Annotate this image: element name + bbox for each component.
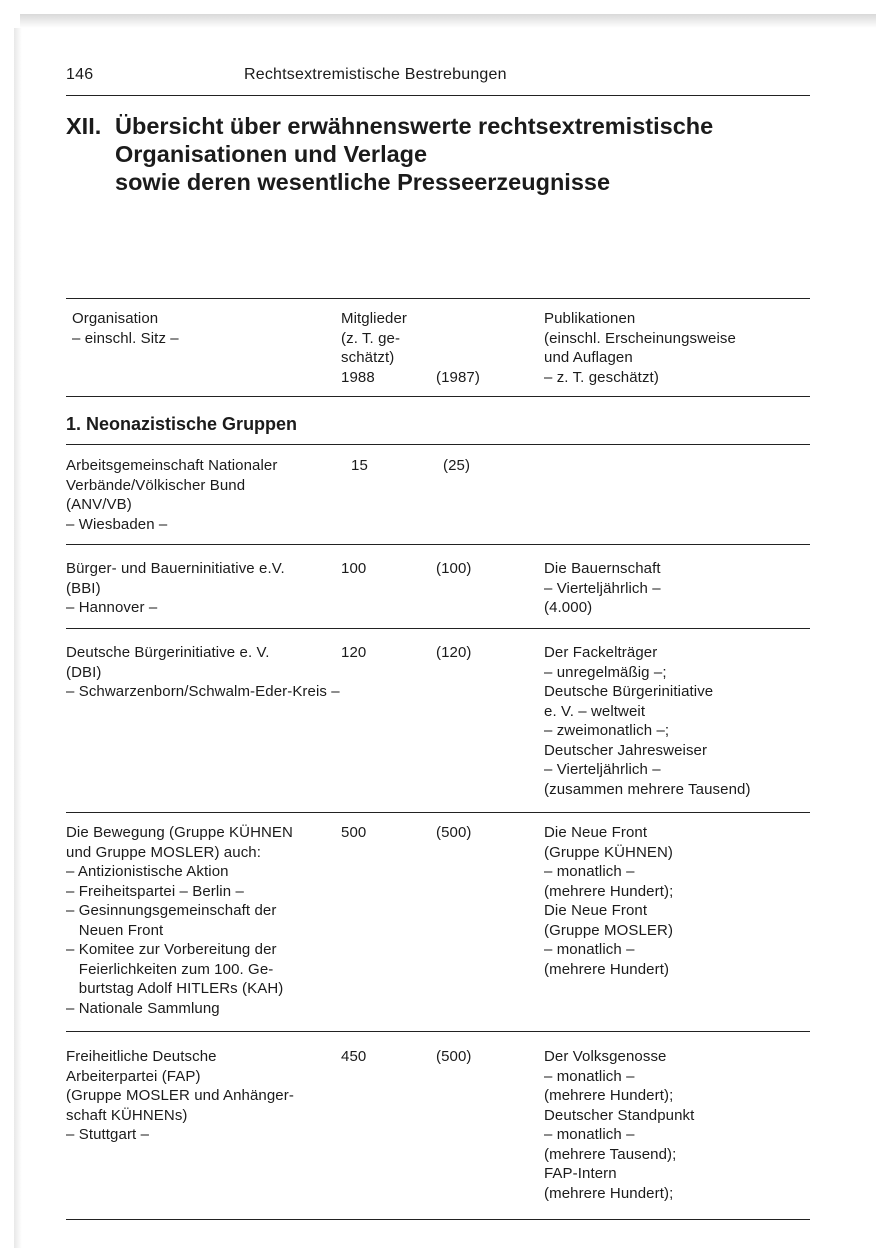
row-organisation: Arbeitsgemeinschaft Nationaler Verbände/Völkischer Bund (ANV/VB) – Wiesbaden – xyxy=(66,457,278,533)
row-rule xyxy=(66,1031,810,1032)
title-line-1: Übersicht über erwähnenswerte rechtsextremistische xyxy=(115,113,714,139)
title-line-3: sowie deren wesentliche Presseerzeugnisse xyxy=(115,169,611,195)
header-rule xyxy=(66,95,810,96)
table-bottom-rule xyxy=(66,1219,810,1220)
row-members-1987: (500) xyxy=(436,1048,472,1065)
running-title: Rechtsextremistische Bestrebungen xyxy=(244,66,507,83)
row-members-1988: 450 xyxy=(341,1048,367,1065)
header-members-1988: Mitglieder (z. T. ge- schätzt) 1988 xyxy=(341,310,408,386)
row-rule xyxy=(66,544,810,545)
header-publications: Publikationen (einschl. Erscheinungsweise und Auflagen – z. T. geschätzt) xyxy=(544,310,736,386)
row-members-1987: (100) xyxy=(436,560,472,577)
row-organisation: Deutsche Bürgerinitiative e. V. (DBI) – Schwarzenborn/Schwalm-Eder-Kreis – xyxy=(66,644,340,700)
table-top-rule xyxy=(66,298,810,299)
row-members-1988: 100 xyxy=(341,560,367,577)
chapter-number: XII. xyxy=(66,113,102,139)
row-rule xyxy=(66,628,810,629)
row-members-1988: 500 xyxy=(341,824,367,841)
row-members-1987: (500) xyxy=(436,824,472,841)
row-publications: Die Neue Front (Gruppe KÜHNEN) – monatlich – (mehrere Hundert); Die Neue Front (Gruppe MOSLER) – monatlich – (mehrere Hundert) xyxy=(544,824,674,978)
header-members-1987: (1987) xyxy=(436,369,480,386)
row-members-1988: 120 xyxy=(341,644,367,661)
row-members-1988: 15 xyxy=(351,457,368,474)
row-organisation: Freiheitliche Deutsche Arbeiterpartei (FAP) (Gruppe MOSLER und Anhänger- schaft KÜHNENs) – Stuttgart – xyxy=(66,1048,294,1143)
row-organisation: Bürger- und Bauerninitiative e.V. (BBI) – Hannover – xyxy=(66,560,285,616)
scan-shadow-top xyxy=(20,14,876,28)
row-publications: Der Volksgenosse – monatlich – (mehrere Hundert); Deutscher Standpunkt – monatlich – (mehrere Tausend); FAP-Intern (mehrere Hundert); xyxy=(544,1048,695,1202)
row-organisation: Die Bewegung (Gruppe KÜHNEN und Gruppe MOSLER) auch: – Antizionistische Aktion – Freiheitspartei – Berlin – – Gesinnungsgemeinschaft der Neuen Front – Komitee zur Vorbereitung der Feierlichkeiten zum 100. Ge- burtstag Adolf HITLERs (KAH) – Nationale Sammlung xyxy=(66,824,293,1017)
scan-shadow-left xyxy=(14,28,22,1248)
title-line-2: Organisationen und Verlage xyxy=(115,141,428,167)
section-rule xyxy=(66,444,810,445)
row-members-1987: (25) xyxy=(443,457,471,474)
page-number: 146 xyxy=(66,66,94,83)
row-rule xyxy=(66,812,810,813)
row-publications: Der Fackelträger – unregelmäßig –; Deutsche Bürgerinitiative e. V. – weltweit – zweimonatlich –; Deutscher Jahresweiser – Vierteljährlich – (zusammen mehrere Tausend) xyxy=(544,644,751,798)
header-organisation: Organisation – einschl. Sitz – xyxy=(72,310,179,347)
header-bottom-rule xyxy=(66,396,810,397)
row-publications: Die Bauernschaft – Vierteljährlich – (4.000) xyxy=(544,560,661,616)
row-members-1987: (120) xyxy=(436,644,472,661)
section-title: 1. Neonazistische Gruppen xyxy=(66,414,298,434)
